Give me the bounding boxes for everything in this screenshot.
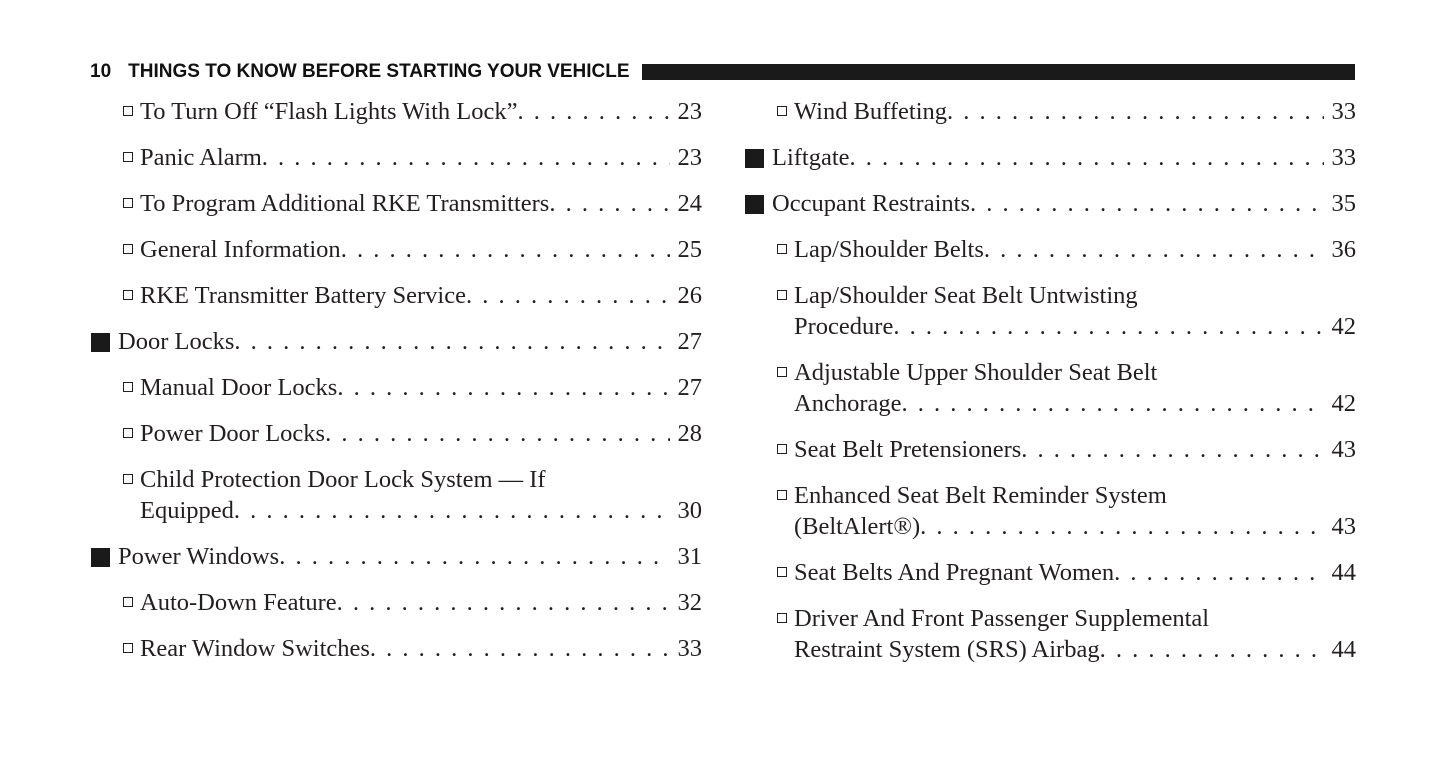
entry-title: Seat Belts And Pregnant Women — [794, 559, 1115, 586]
section-title: THINGS TO KNOW BEFORE STARTING YOUR VEHICLE — [128, 61, 630, 82]
dot-leader — [370, 633, 670, 664]
entry-page-number: 24 — [677, 190, 702, 217]
dot-leader — [234, 326, 669, 357]
hollow-square-bullet-icon — [777, 367, 787, 377]
entry-page-number: 33 — [677, 635, 702, 662]
entry-title: (BeltAlert®) — [794, 513, 921, 540]
toc-subsection-entry[interactable] — [744, 434, 1356, 465]
hollow-square-bullet-icon — [123, 597, 133, 607]
toc-subsection-entry[interactable] — [744, 480, 1356, 542]
entry-title-row — [794, 557, 1356, 588]
hollow-square-bullet-icon — [123, 152, 133, 162]
dot-leader — [262, 142, 670, 173]
toc-section-entry[interactable] — [744, 142, 1356, 173]
entry-page-number: 42 — [1331, 313, 1356, 340]
dot-leader — [341, 234, 670, 265]
entry-title-row — [794, 634, 1356, 665]
entry-title-line: Lap/Shoulder Seat Belt Untwisting — [794, 282, 1138, 309]
entry-title: General Information — [140, 236, 341, 263]
dot-leader — [337, 587, 670, 618]
dot-leader — [947, 96, 1323, 127]
toc-subsection-entry[interactable] — [90, 234, 702, 265]
entry-page-number: 23 — [677, 144, 702, 171]
dot-leader — [1100, 634, 1324, 665]
dot-leader — [970, 188, 1324, 219]
toc-subsection-entry[interactable] — [744, 96, 1356, 127]
dot-leader — [1114, 557, 1323, 588]
toc-subsection-entry[interactable] — [90, 587, 702, 618]
hollow-square-bullet-icon — [777, 567, 787, 577]
hollow-square-bullet-icon — [123, 106, 133, 116]
hollow-square-bullet-icon — [123, 382, 133, 392]
entry-title-row — [140, 188, 702, 219]
hollow-square-bullet-icon — [777, 290, 787, 300]
dot-leader — [518, 96, 670, 127]
filled-square-bullet-icon — [91, 548, 110, 567]
entry-title-row — [140, 587, 702, 618]
entry-title-row — [794, 511, 1356, 542]
dot-leader — [1021, 434, 1323, 465]
entry-title-row — [772, 142, 1356, 173]
dot-leader — [920, 511, 1323, 542]
entry-title-row — [140, 234, 702, 265]
entry-title: Wind Buffeting — [794, 98, 948, 125]
entry-title-row — [772, 188, 1356, 219]
entry-title: To Program Additional RKE Transmitters — [140, 190, 550, 217]
entry-title: Manual Door Locks — [140, 374, 338, 401]
running-header — [90, 59, 1355, 85]
toc-subsection-entry[interactable] — [744, 234, 1356, 265]
dot-leader — [901, 388, 1323, 419]
entry-title: Auto-Down Feature — [140, 589, 337, 616]
toc-left-column — [90, 96, 702, 679]
filled-square-bullet-icon — [91, 333, 110, 352]
entry-title-row — [794, 96, 1356, 127]
toc-subsection-entry[interactable] — [744, 357, 1356, 419]
entry-page-number: 42 — [1331, 390, 1356, 417]
entry-title: Lap/Shoulder Belts — [794, 236, 984, 263]
dot-leader — [279, 541, 669, 572]
entry-page-number: 25 — [677, 236, 702, 263]
dot-leader — [466, 280, 670, 311]
filled-square-bullet-icon — [745, 195, 764, 214]
entry-title-line: Child Protection Door Lock System — If — [140, 466, 546, 493]
hollow-square-bullet-icon — [123, 244, 133, 254]
entry-title-row — [794, 311, 1356, 342]
entry-page-number: 44 — [1331, 636, 1356, 663]
entry-title-line: Driver And Front Passenger Supplemental — [794, 605, 1210, 632]
entry-page-number: 27 — [677, 328, 702, 355]
entry-title-line: Adjustable Upper Shoulder Seat Belt — [794, 359, 1158, 386]
entry-page-number: 32 — [677, 589, 702, 616]
hollow-square-bullet-icon — [777, 444, 787, 454]
hollow-square-bullet-icon — [777, 244, 787, 254]
entry-title-row — [794, 434, 1356, 465]
entry-title: Rear Window Switches — [140, 635, 370, 662]
entry-title-row — [140, 633, 702, 664]
entry-title-row — [140, 495, 702, 526]
entry-title: Liftgate — [772, 144, 850, 171]
entry-title-row — [140, 96, 702, 127]
dot-leader — [234, 495, 670, 526]
toc-subsection-entry[interactable] — [744, 603, 1356, 665]
toc-subsection-entry[interactable] — [90, 372, 702, 403]
page-number: 10 — [90, 61, 112, 82]
dot-leader — [984, 234, 1324, 265]
entry-title: Anchorage — [794, 390, 902, 417]
toc-subsection-entry[interactable] — [90, 280, 702, 311]
entry-page-number: 26 — [677, 282, 702, 309]
toc-section-entry[interactable] — [744, 188, 1356, 219]
entry-title: Power Door Locks — [140, 420, 326, 447]
toc-right-column — [744, 96, 1356, 680]
entry-page-number: 28 — [677, 420, 702, 447]
entry-page-number: 30 — [677, 497, 702, 524]
dot-leader — [893, 311, 1323, 342]
entry-title: Equipped — [140, 497, 234, 524]
toc-subsection-entry[interactable] — [744, 280, 1356, 342]
entry-title-row — [140, 142, 702, 173]
entry-title: RKE Transmitter Battery Service — [140, 282, 466, 309]
hollow-square-bullet-icon — [123, 290, 133, 300]
hollow-square-bullet-icon — [123, 198, 133, 208]
entry-page-number: 35 — [1331, 190, 1356, 217]
hollow-square-bullet-icon — [777, 490, 787, 500]
entry-title: Restraint System (SRS) Airbag — [794, 636, 1100, 663]
entry-title: Power Windows — [118, 543, 280, 570]
entry-title: To Turn Off “Flash Lights With Lock” — [140, 98, 518, 125]
toc-section-entry[interactable] — [90, 541, 702, 572]
dot-leader — [325, 418, 669, 449]
toc-subsection-entry[interactable] — [90, 418, 702, 449]
entry-page-number: 33 — [1331, 144, 1356, 171]
entry-page-number: 44 — [1331, 559, 1356, 586]
entry-title: Door Locks — [118, 328, 235, 355]
filled-square-bullet-icon — [745, 149, 764, 168]
entry-page-number: 27 — [677, 374, 702, 401]
header-rule — [642, 64, 1355, 80]
entry-title-row — [118, 541, 702, 572]
entry-page-number: 43 — [1331, 436, 1356, 463]
toc-section-entry[interactable] — [90, 326, 702, 357]
dot-leader — [337, 372, 669, 403]
dot-leader — [549, 188, 669, 219]
toc-subsection-entry[interactable] — [90, 142, 702, 173]
toc-subsection-entry[interactable] — [90, 633, 702, 664]
entry-title: Occupant Restraints — [772, 190, 970, 217]
entry-title: Panic Alarm — [140, 144, 262, 171]
entry-title-row — [118, 326, 702, 357]
toc-subsection-entry[interactable] — [90, 464, 702, 526]
entry-page-number: 33 — [1331, 98, 1356, 125]
entry-title-row — [140, 372, 702, 403]
entry-page-number: 31 — [677, 543, 702, 570]
toc-subsection-entry[interactable] — [744, 557, 1356, 588]
hollow-square-bullet-icon — [777, 106, 787, 116]
entry-title-row — [140, 418, 702, 449]
entry-page-number: 43 — [1331, 513, 1356, 540]
entry-title: Procedure — [794, 313, 894, 340]
hollow-square-bullet-icon — [123, 474, 133, 484]
entry-title-line: Enhanced Seat Belt Reminder System — [794, 482, 1167, 509]
hollow-square-bullet-icon — [777, 613, 787, 623]
entry-title-row — [794, 234, 1356, 265]
hollow-square-bullet-icon — [123, 428, 133, 438]
dot-leader — [850, 142, 1324, 173]
entry-page-number: 36 — [1331, 236, 1356, 263]
entry-title-row — [140, 280, 702, 311]
hollow-square-bullet-icon — [123, 643, 133, 653]
entry-title-row — [794, 388, 1356, 419]
entry-page-number: 23 — [677, 98, 702, 125]
entry-title: Seat Belt Pretensioners — [794, 436, 1022, 463]
toc-subsection-entry[interactable] — [90, 188, 702, 219]
toc-subsection-entry[interactable] — [90, 96, 702, 127]
